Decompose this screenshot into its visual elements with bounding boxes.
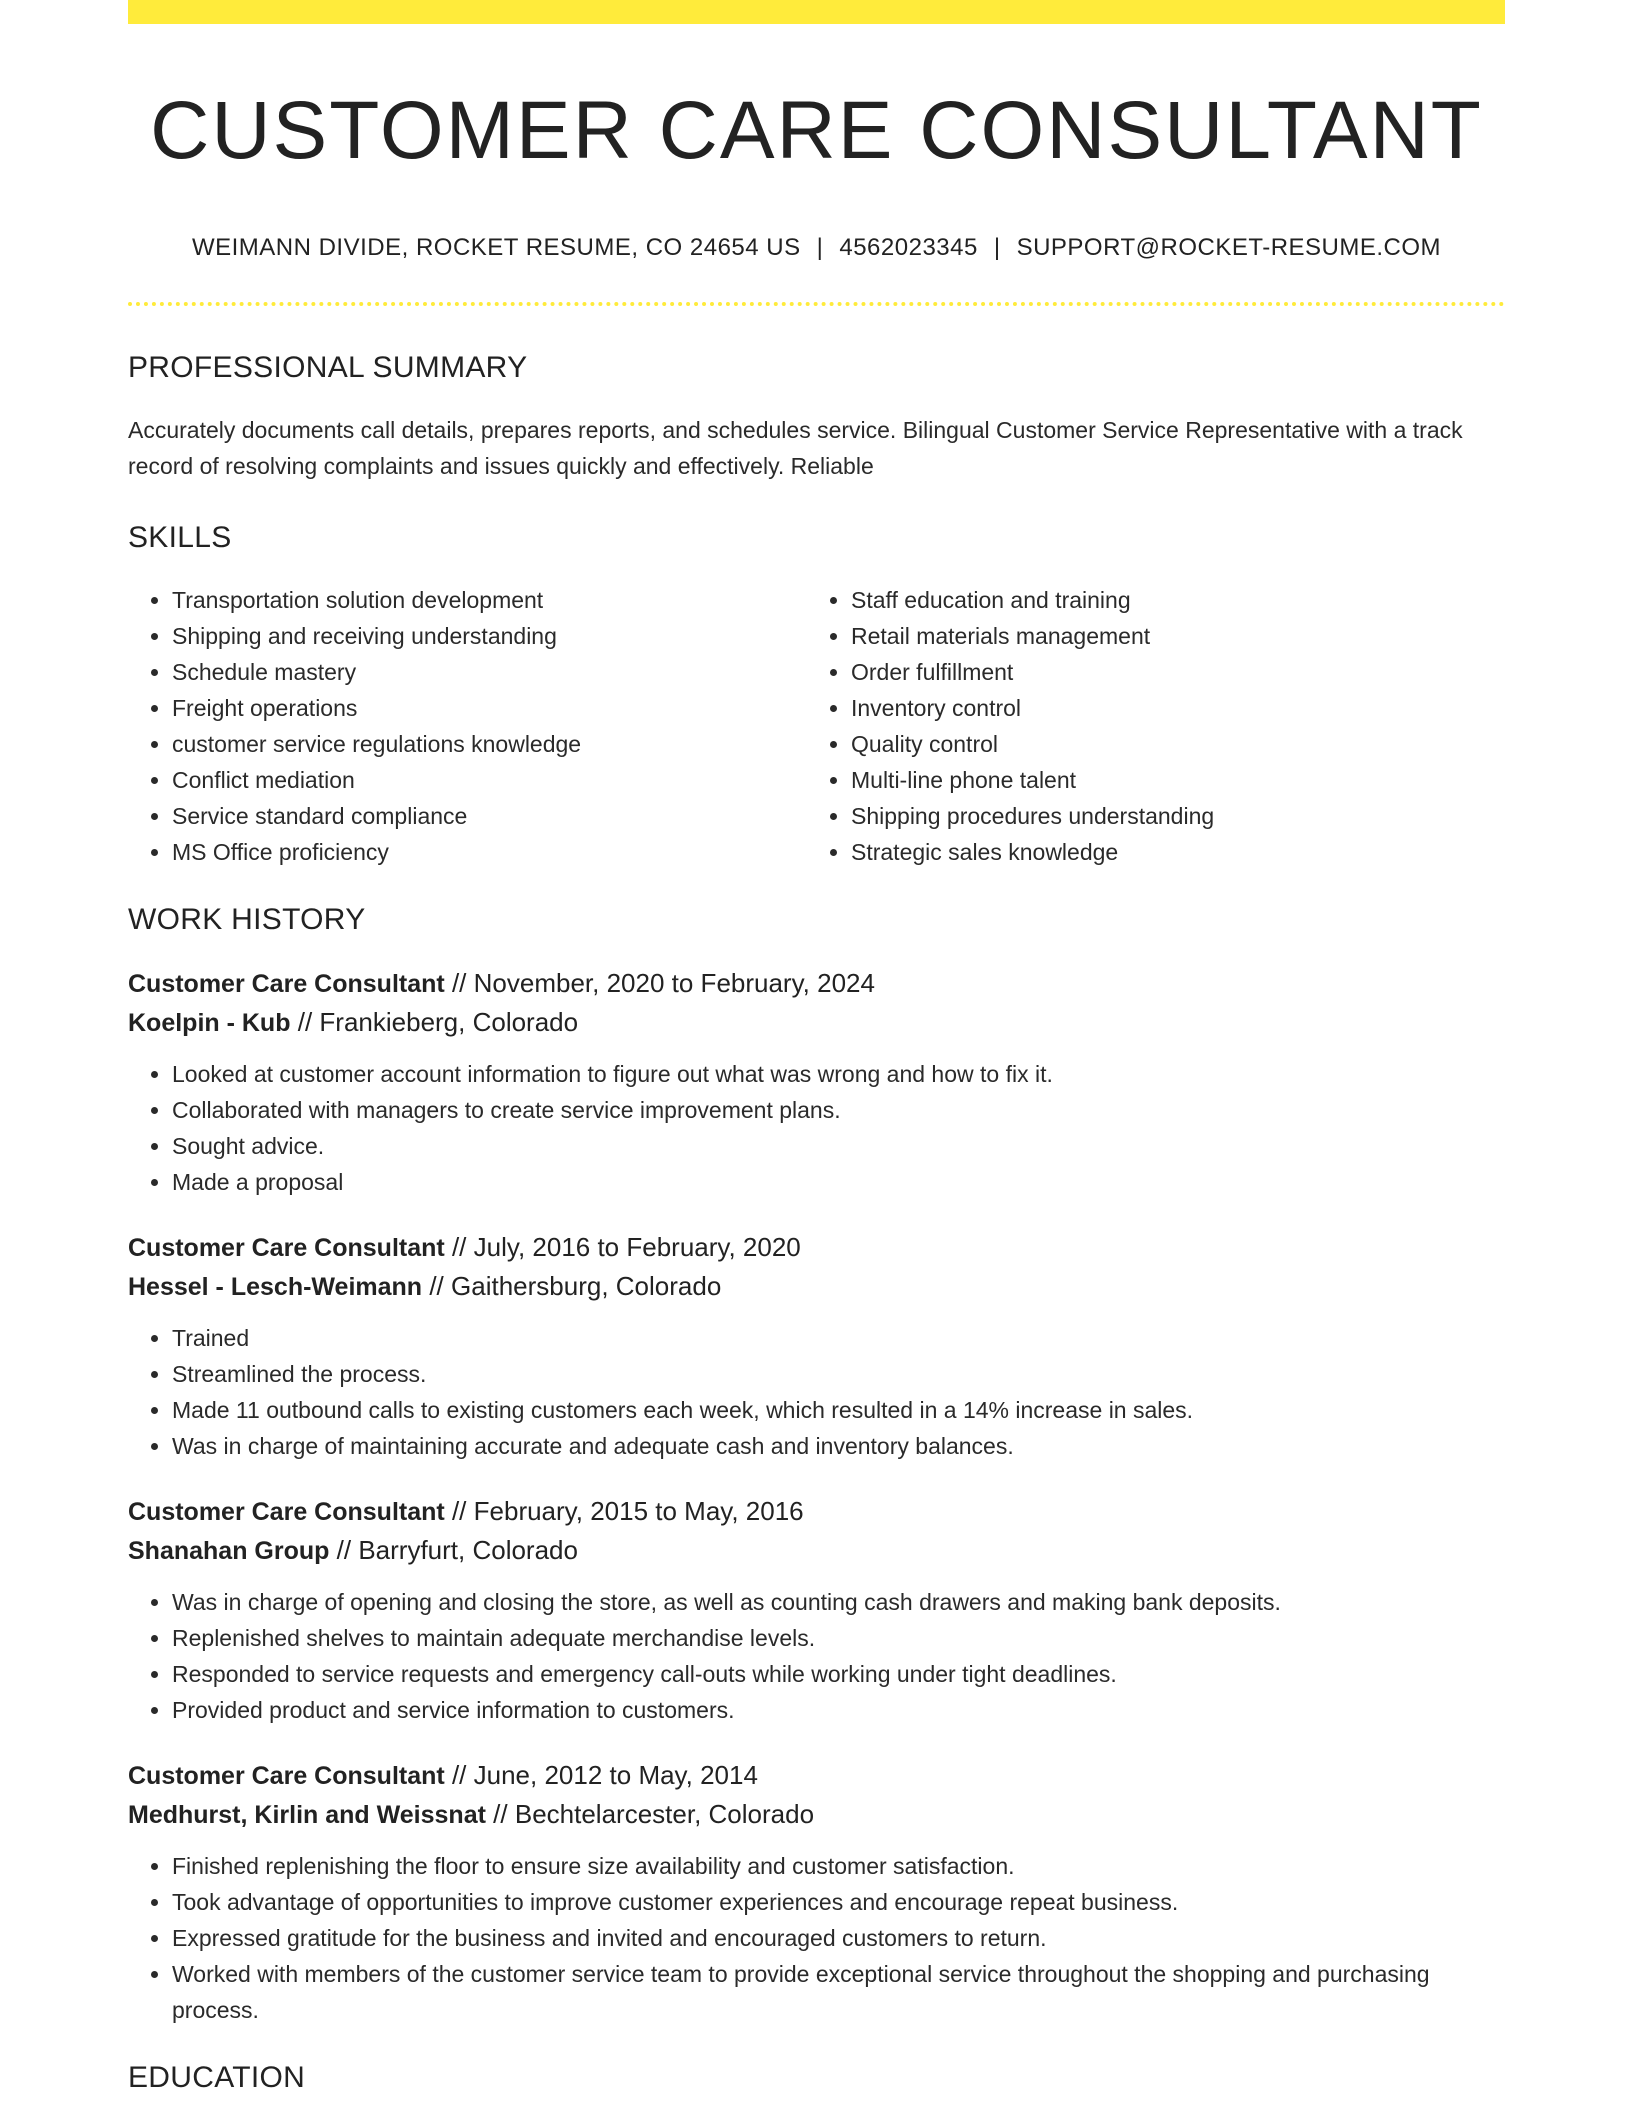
skill-item: • Shipping procedures understanding	[851, 798, 1486, 834]
skill-item: • Retail materials management	[851, 618, 1486, 654]
skill-item: • Transportation solution development	[172, 582, 807, 618]
job-bullet: • Finished replenishing the floor to ensure size availability and customer satisfaction.	[172, 1848, 1505, 1884]
dotted-divider	[128, 302, 1505, 306]
job-bullet: • Trained	[172, 1320, 1505, 1356]
job-title-line	[128, 964, 1505, 1003]
contact-separator: |	[993, 234, 1001, 262]
job-company-line	[128, 1003, 1505, 1042]
job-divider: //	[297, 1007, 313, 1038]
job-role: Customer Care Consultant	[128, 1762, 445, 1791]
contact-address: WEIMANN DIVIDE, ROCKET RESUME, CO 24654 US	[191, 234, 801, 262]
job-divider: //	[429, 1271, 444, 1302]
job-location: Frankieberg, Colorado	[319, 1007, 579, 1038]
job-divider: //	[451, 1496, 467, 1527]
skill-item: • Staff education and training	[851, 582, 1486, 618]
job-entry	[128, 1228, 1505, 1464]
job-dates: February, 2015 to May, 2016	[473, 1496, 804, 1527]
job-bullet: • Looked at customer account information to figure out what was wrong and how to fix it.	[172, 1056, 1505, 1092]
job-bullet-list	[128, 1584, 1505, 1728]
resume-page	[128, 0, 1505, 2096]
job-bullet: • Streamlined the process.	[172, 1356, 1505, 1392]
job-bullet: • Made 11 outbound calls to existing customers each week, which resulted in a 14% increase in sales.	[172, 1392, 1505, 1428]
skill-item: • Inventory control	[851, 690, 1486, 726]
job-bullet: • Replenished shelves to maintain adequate merchandise levels.	[172, 1620, 1505, 1656]
job-bullet-list	[128, 1320, 1505, 1464]
job-company: Medhurst, Kirlin and Weissnat	[128, 1801, 486, 1830]
job-entry	[128, 1492, 1505, 1728]
job-bullet: • Sought advice.	[172, 1128, 1505, 1164]
job-role: Customer Care Consultant	[128, 1234, 445, 1263]
job-title-line	[128, 1756, 1505, 1795]
job-dates: July, 2016 to February, 2020	[473, 1232, 801, 1263]
education-heading: EDUCATION	[128, 2061, 306, 2095]
work-history-heading: WORK HISTORY	[128, 903, 366, 937]
job-entry	[128, 1756, 1505, 2028]
job-divider: //	[451, 1232, 467, 1263]
job-company-line	[128, 1267, 1505, 1306]
job-bullet: • Collaborated with managers to create service improvement plans.	[172, 1092, 1505, 1128]
job-company: Koelpin - Kub	[128, 1009, 291, 1038]
job-bullet: • Provided product and service information to customers.	[172, 1692, 1505, 1728]
skill-item: • Shipping and receiving understanding	[172, 618, 807, 654]
skill-item: • Schedule mastery	[172, 654, 807, 690]
job-role: Customer Care Consultant	[128, 1498, 445, 1527]
accent-top-bar	[128, 0, 1505, 24]
job-bullet: • Made a proposal	[172, 1164, 1505, 1200]
skills-columns	[128, 582, 1505, 870]
job-company: Shanahan Group	[128, 1537, 330, 1566]
job-location: Bechtelarcester, Colorado	[514, 1799, 815, 1830]
skills-left-list	[128, 582, 807, 870]
job-divider: //	[493, 1799, 508, 1830]
job-entry	[128, 964, 1505, 1200]
job-company-line	[128, 1795, 1505, 1834]
job-role: Customer Care Consultant	[128, 970, 445, 999]
skill-item: • Strategic sales knowledge	[851, 834, 1486, 870]
skill-item: • Conflict mediation	[172, 762, 807, 798]
work-history-list	[128, 964, 1505, 2028]
job-bullet: • Was in charge of maintaining accurate and adequate cash and inventory balances.	[172, 1428, 1505, 1464]
resume-name-heading: CUSTOMER CARE CONSULTANT	[150, 85, 1483, 176]
job-dates: November, 2020 to February, 2024	[473, 968, 875, 999]
summary-heading: PROFESSIONAL SUMMARY	[128, 351, 528, 385]
job-location: Barryfurt, Colorado	[358, 1535, 578, 1566]
job-bullet-list	[128, 1056, 1505, 1200]
skills-right-list	[807, 582, 1486, 870]
skill-item: • Multi-line phone talent	[851, 762, 1486, 798]
summary-text: Accurately documents call details, prepares reports, and schedules service. Bilingual Customer Service Representative with a track record of resolving complaints and issues quickly and effectively. Reliable	[128, 417, 1463, 480]
job-divider: //	[451, 968, 467, 999]
job-bullet: • Took advantage of opportunities to improve customer experiences and encourage repeat business.	[172, 1884, 1505, 1920]
job-bullet: • Worked with members of the customer service team to provide exceptional service throughout the shopping and purchasing process.	[172, 1956, 1505, 2028]
skill-item: • Service standard compliance	[172, 798, 807, 834]
job-company-line	[128, 1531, 1505, 1570]
skill-item: • Quality control	[851, 726, 1486, 762]
skill-item: • Freight operations	[172, 690, 807, 726]
skill-item: • Order fulfillment	[851, 654, 1486, 690]
skill-item: • customer service regulations knowledge	[172, 726, 807, 762]
skill-item: • MS Office proficiency	[172, 834, 807, 870]
job-bullet-list	[128, 1848, 1505, 2028]
job-bullet: • Responded to service requests and emergency call-outs while working under tight deadlines.	[172, 1656, 1505, 1692]
job-bullet: • Was in charge of opening and closing the store, as well as counting cash drawers and making bank deposits.	[172, 1584, 1505, 1620]
job-location: Gaithersburg, Colorado	[451, 1271, 722, 1302]
job-title-line	[128, 1492, 1505, 1531]
job-divider: //	[336, 1535, 352, 1566]
contact-phone: 4562023345	[839, 234, 978, 262]
contact-email: SUPPORT@ROCKET-RESUME.COM	[1016, 234, 1442, 262]
job-dates: June, 2012 to May, 2014	[473, 1760, 758, 1791]
job-divider: //	[451, 1760, 467, 1791]
job-title-line	[128, 1228, 1505, 1267]
skills-heading: SKILLS	[128, 521, 232, 555]
contact-separator: |	[816, 234, 824, 262]
job-company: Hessel - Lesch-Weimann	[128, 1273, 423, 1302]
contact-line	[128, 234, 1505, 262]
job-bullet: • Expressed gratitude for the business and invited and encouraged customers to return.	[172, 1920, 1505, 1956]
